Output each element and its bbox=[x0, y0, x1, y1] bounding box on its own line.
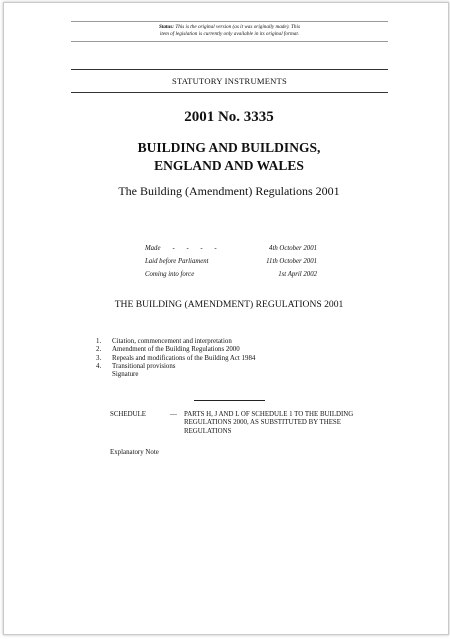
contents-item-text[interactable]: Transitional provisions bbox=[112, 362, 176, 370]
contents-item[interactable] bbox=[96, 346, 396, 354]
status-line-2: item of legislation is currently only available in its original format. bbox=[159, 31, 300, 37]
divider bbox=[194, 400, 265, 401]
date-value: 4th October 2001 bbox=[269, 245, 317, 252]
date-row-coming-into-force bbox=[145, 268, 317, 281]
subject-heading bbox=[4, 139, 450, 175]
date-row-laid bbox=[145, 255, 317, 268]
contents-list bbox=[96, 338, 396, 379]
date-label: Made bbox=[145, 245, 161, 252]
subject-line-2: ENGLAND AND WALES bbox=[154, 158, 304, 173]
schedule-text[interactable]: PARTS H, J AND L OF SCHEDULE 1 TO THE BUILDING REGULATIONS 2000, AS SUBSTITUTED BY THESE REGULATIONS bbox=[184, 411, 354, 435]
status-label: Status: bbox=[159, 24, 175, 30]
schedule-entry[interactable] bbox=[110, 411, 380, 436]
dates-table bbox=[145, 242, 317, 281]
contents-item-number: 1. bbox=[96, 338, 102, 345]
contents-item-number bbox=[96, 371, 112, 379]
contents-item-text[interactable]: Signature bbox=[112, 371, 139, 379]
explanatory-note-link[interactable]: Explanatory Note bbox=[110, 449, 159, 456]
date-dashes: - - - - bbox=[172, 245, 222, 252]
contents-item-number: 2. bbox=[96, 346, 102, 354]
contents-item[interactable] bbox=[96, 371, 396, 379]
schedule-label: SCHEDULE bbox=[110, 411, 146, 418]
contents-item[interactable] bbox=[96, 355, 396, 363]
status-line-1: This is the original version (as it was originally made). This bbox=[174, 24, 300, 30]
subject-line-1: BUILDING AND BUILDINGS, bbox=[137, 140, 321, 155]
contents-item[interactable] bbox=[96, 363, 396, 371]
schedule-separator: — bbox=[170, 411, 177, 418]
date-value: 11th October 2001 bbox=[266, 258, 317, 265]
instrument-title: The Building (Amendment) Regulations 2001 bbox=[118, 184, 340, 198]
contents-item-text[interactable]: Citation, commencement and interpretation bbox=[112, 338, 232, 345]
contents-item-number: 3. bbox=[96, 354, 102, 362]
contents-heading: THE BUILDING (AMENDMENT) REGULATIONS 2001 bbox=[114, 299, 344, 310]
contents-item-number: 4. bbox=[96, 362, 102, 370]
series-heading: STATUTORY INSTRUMENTS bbox=[71, 69, 388, 93]
instrument-number: 2001 No. 3335 bbox=[184, 109, 274, 125]
date-value: 1st April 2002 bbox=[278, 271, 317, 278]
contents-item-text[interactable]: Repeals and modifications of the Building Act 1984 bbox=[112, 354, 256, 362]
contents-item-text[interactable]: Amendment of the Building Regulations 2000 bbox=[112, 346, 240, 354]
contents-item[interactable] bbox=[96, 338, 396, 346]
status-banner bbox=[71, 21, 388, 42]
date-row-made bbox=[145, 242, 317, 255]
date-label: Laid before Parliament bbox=[145, 258, 209, 265]
date-label: Coming into force bbox=[145, 271, 195, 278]
document-page bbox=[3, 2, 449, 635]
